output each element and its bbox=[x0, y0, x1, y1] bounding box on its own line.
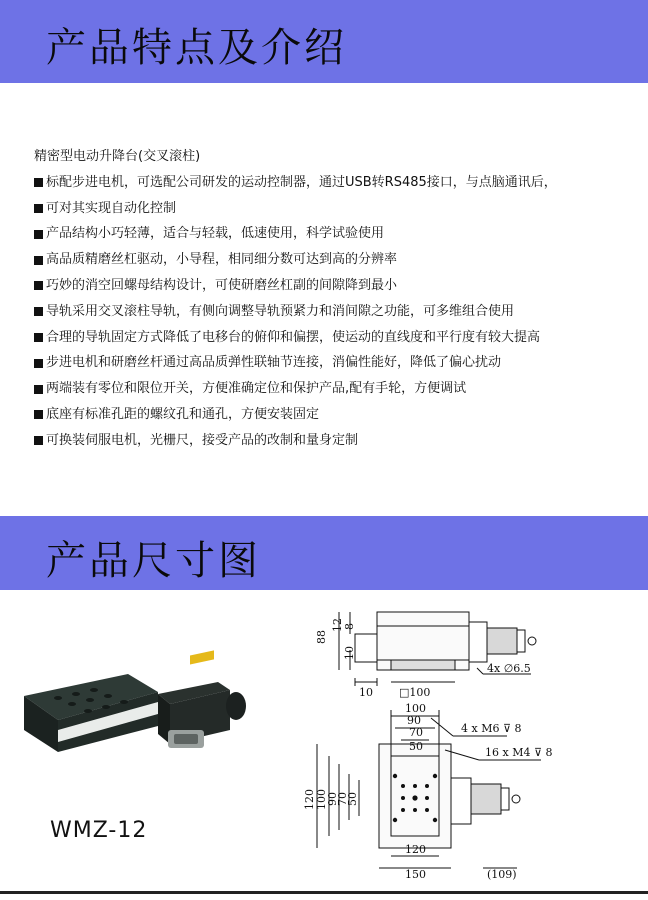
dim-label: 120 bbox=[303, 789, 316, 810]
features-block bbox=[34, 144, 634, 454]
dim-label: 70 bbox=[409, 726, 423, 739]
feature-item: 底座有标准孔距的螺纹孔和通孔，方便安装固定 bbox=[34, 402, 634, 428]
feature-item: 标配步进电机，可选配公司研发的运动控制器，通过USB转RS485接口，与点脑通讯后， bbox=[34, 170, 634, 196]
square-bullet-icon bbox=[34, 385, 43, 394]
feature-item: 可对其实现自动化控制 bbox=[34, 196, 634, 222]
dim-label: 50 bbox=[409, 740, 423, 753]
square-bullet-icon bbox=[34, 178, 43, 187]
square-bullet-icon bbox=[34, 436, 43, 445]
section-title-dimensions: 产品尺寸图 bbox=[46, 538, 261, 584]
dim-label: (109) bbox=[487, 868, 517, 880]
dim-label: 12 bbox=[331, 618, 344, 632]
feature-item: 产品结构小巧轻薄，适合与轻载，低速使用，科学试验使用 bbox=[34, 221, 634, 247]
dimension-drawing bbox=[295, 598, 630, 880]
feature-item: 高品质精磨丝杠驱动，小导程，相同细分数可达到高的分辨率 bbox=[34, 247, 634, 273]
bottom-divider bbox=[0, 891, 648, 894]
feature-item: 巧妙的消空回螺母结构设计，可使研磨丝杠副的间隙降到最小 bbox=[34, 273, 634, 299]
dim-label: 100 bbox=[315, 789, 328, 810]
dim-label: 8 bbox=[343, 623, 356, 630]
square-bullet-icon bbox=[34, 307, 43, 316]
square-bullet-icon bbox=[34, 333, 43, 342]
feature-item: 合理的导轨固定方式降低了电移台的俯仰和偏摆，使运动的直线度和平行度有较大提高 bbox=[34, 325, 634, 351]
dim-label: 90 bbox=[407, 714, 421, 727]
section-title-features: 产品特点及介绍 bbox=[46, 25, 347, 71]
section-banner-dimensions bbox=[0, 516, 648, 590]
product-photo bbox=[18, 634, 258, 774]
dim-label: □100 bbox=[399, 686, 431, 699]
thread-note: 4 x M6 ⊽ 8 bbox=[461, 722, 522, 735]
square-bullet-icon bbox=[34, 281, 43, 290]
dim-label: 150 bbox=[405, 868, 426, 880]
hole-note: 4x ∅6.5 bbox=[487, 662, 531, 675]
dim-label: 120 bbox=[405, 843, 426, 856]
model-number: WMZ-12 bbox=[50, 818, 148, 843]
section-banner-features bbox=[0, 0, 648, 83]
square-bullet-icon bbox=[34, 256, 43, 265]
features-list bbox=[34, 170, 634, 454]
square-bullet-icon bbox=[34, 204, 43, 213]
features-intro: 精密型电动升降台(交叉滚柱) bbox=[34, 149, 201, 164]
square-bullet-icon bbox=[34, 410, 43, 419]
feature-item: 导轨采用交叉滚柱导轨，有侧向调整导轨预紧力和消间隙之功能，可多维组合使用 bbox=[34, 299, 634, 325]
dim-label: 88 bbox=[315, 630, 328, 644]
dim-label: 100 bbox=[405, 702, 426, 715]
dim-label: 50 bbox=[346, 792, 359, 806]
dim-label: 10 bbox=[359, 686, 373, 699]
feature-item: 可换装伺服电机，光栅尺，接受产品的改制和量身定制 bbox=[34, 428, 634, 454]
dim-label: 70 bbox=[336, 792, 349, 806]
square-bullet-icon bbox=[34, 230, 43, 239]
feature-item: 两端装有零位和限位开关，方便准确定位和保护产品,配有手轮，方便调试 bbox=[34, 376, 634, 402]
thread-note: 16 x M4 ⊽ 8 bbox=[485, 746, 553, 759]
feature-item: 步进电机和研磨丝杆通过高品质弹性联轴节连接，消偏性能好，降低了偏心扰动 bbox=[34, 350, 634, 376]
square-bullet-icon bbox=[34, 359, 43, 368]
dim-label: 90 bbox=[326, 792, 339, 806]
dim-label: 10 bbox=[343, 646, 356, 660]
